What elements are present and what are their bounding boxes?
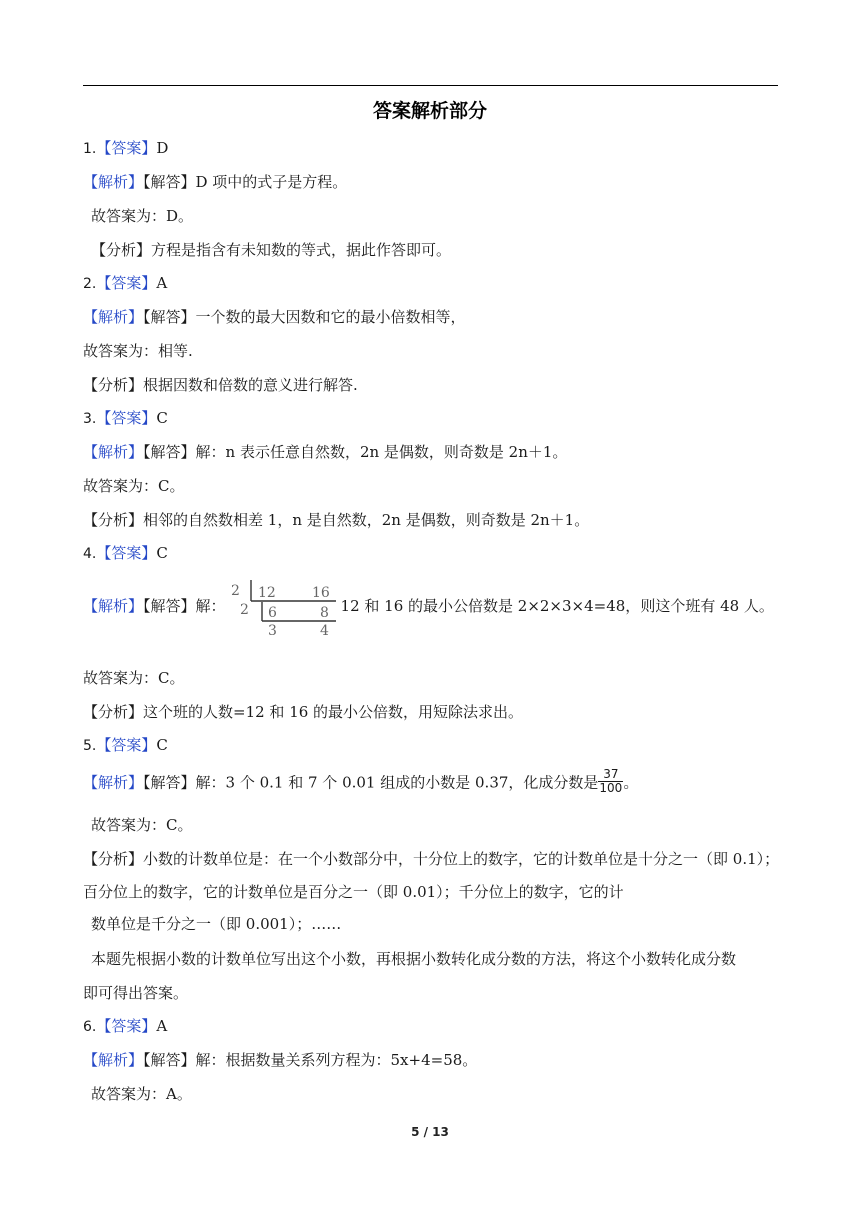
conclusion-6: 故答案为：A。: [91, 1085, 192, 1103]
divisor-2: 2: [239, 602, 249, 618]
answer-tag: 【答案】: [96, 409, 157, 427]
analysis-5-line-1: 【分析】小数的计数单位是：在一个小数部分中，十分位上的数字，它的计数单位是十分之一（即 0.1）；: [83, 850, 780, 868]
answer-value: D: [156, 139, 169, 157]
quotient-8: 8: [319, 605, 329, 621]
analysis-5-line-5: 即可得出答案。: [83, 984, 189, 1002]
answer-line-1: 1.【答案】D: [83, 139, 169, 157]
analysis-2: 【分析】根据因数和倍数的意义进行解答.: [83, 376, 358, 394]
divisor-1: 2: [230, 583, 240, 599]
dividend-16: 16: [311, 585, 330, 601]
jiexi-tag: 【解析】: [83, 173, 144, 191]
solution-line-2: 【解析】【解答】一个数的最大因数和它的最小倍数相等，: [83, 308, 466, 326]
jiexi-tag: 【解析】: [83, 597, 144, 615]
answer-value: C: [156, 409, 168, 427]
quotient-6: 6: [267, 605, 277, 621]
answer-value: C: [156, 736, 168, 754]
answer-tag: 【答案】: [96, 544, 157, 562]
analysis-3: 【分析】相邻的自然数相差 1，n 是自然数，2n 是偶数，则奇数是 2n＋1。: [83, 511, 590, 529]
conclusion-2: 故答案为：相等.: [83, 342, 193, 360]
answer-line-3: 3.【答案】C: [83, 409, 168, 427]
analysis-5-line-4: 本题先根据小数的计数单位写出这个小数，再根据小数转化成分数的方法，将这个小数转化成分数: [91, 950, 737, 968]
analysis-1: 【分析】方程是指含有未知数的等式，据此作答即可。: [91, 241, 452, 259]
answer-line-6: 6.【答案】A: [83, 1017, 168, 1035]
answer-value: A: [156, 274, 168, 292]
conclusion-5: 故答案为：C。: [91, 816, 193, 834]
analysis-5-line-3: 数单位是千分之一（即 0.001）；……: [91, 915, 342, 933]
quotient-3: 3: [267, 623, 277, 637]
solution-line-1: 【解析】【解答】D 项中的式子是方程。: [83, 173, 348, 191]
answer-tag: 【答案】: [96, 139, 157, 157]
header-rule: [83, 85, 778, 86]
jiexi-tag: 【解析】: [83, 773, 144, 792]
dividend-12: 12: [257, 585, 276, 601]
solution-line-6: 【解析】【解答】解：根据数量关系列方程为：5x+4=58。: [83, 1051, 478, 1069]
answer-value: C: [156, 544, 168, 562]
conclusion-3: 故答案为：C。: [83, 477, 185, 495]
analysis-4: 【分析】这个班的人数=12 和 16 的最小公倍数，用短除法求出。: [83, 703, 524, 721]
page-title: 答案解析部分: [372, 100, 487, 122]
solution-line-3: 【解析】【解答】解：n 表示任意自然数，2n 是偶数，则奇数是 2n＋1。: [83, 443, 568, 461]
answer-tag: 【答案】: [96, 274, 157, 292]
answer-tag: 【答案】: [96, 1017, 157, 1035]
solution-line-4: 【解析】【解答】解： 2 2 12 16 6 8 3 4 12 和 16 的最小公倍数是 2×2×3×4=48，则这个班有 48 人。: [83, 576, 774, 637]
conclusion-1: 故答案为：D。: [91, 207, 194, 225]
page-number: 5 / 13: [411, 1125, 449, 1139]
jiexi-tag: 【解析】: [83, 1051, 144, 1069]
answer-line-2: 2.【答案】A: [83, 274, 168, 292]
answer-tag: 【答案】: [96, 736, 157, 754]
jiexi-tag: 【解析】: [83, 443, 144, 461]
answer-value: A: [156, 1017, 168, 1035]
quotient-4: 4: [319, 623, 329, 637]
analysis-5-line-2: 百分位上的数字，它的计数单位是百分之一（即 0.01）；千分位上的数字，它的计: [83, 883, 624, 901]
short-division-figure: [228, 577, 340, 637]
answer-line-5: 5.【答案】C: [83, 736, 168, 754]
solution-line-5: 【解析】【解答】解：3 个 0.1 和 7 个 0.01 组成的小数是 0.37，化成分数是 $\frac{37}{100}$ 。: [83, 767, 639, 795]
jiexi-tag: 【解析】: [83, 308, 144, 326]
fraction-37-100: $\frac{37}{100}$: [599, 767, 623, 795]
conclusion-4: 故答案为：C。: [83, 669, 185, 687]
answer-line-4: 4.【答案】C: [83, 544, 168, 562]
